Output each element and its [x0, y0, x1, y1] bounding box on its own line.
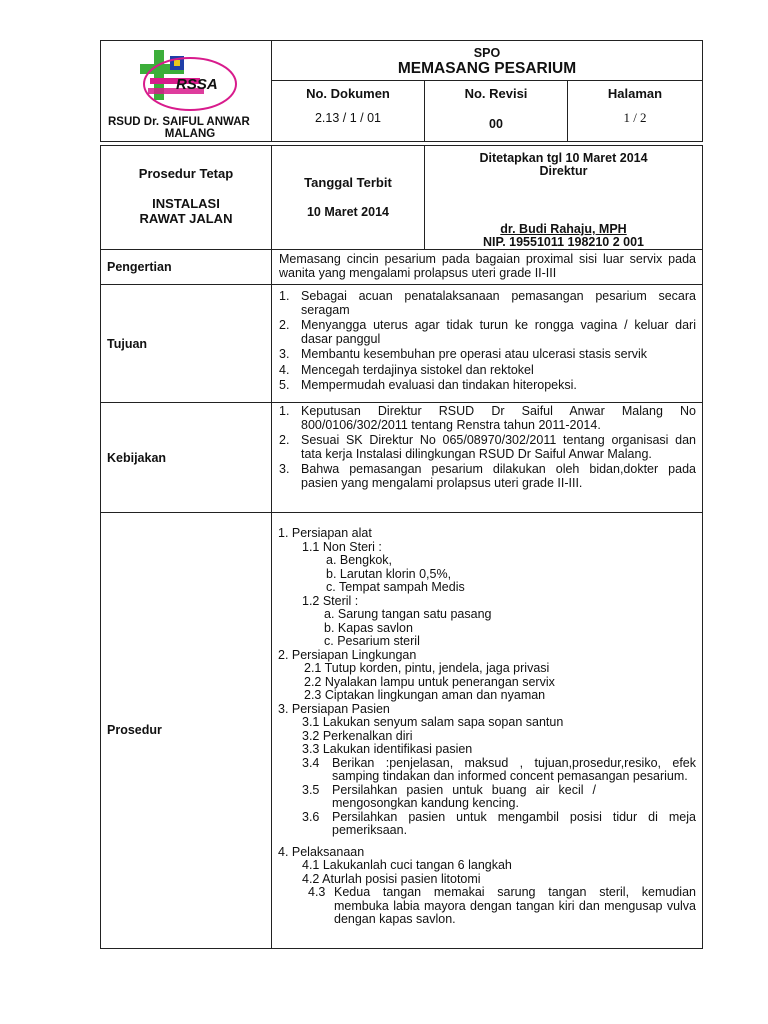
signer-nip: NIP. 19551011 198210 2 001: [482, 235, 645, 249]
list-item: 1. Sebagai acuan penatalaksanaan pemasangan pesarium secara seragam: [279, 289, 696, 317]
kebijakan-label: Kebijakan: [107, 451, 167, 465]
list-item: 2. Menyangga uterus agar tidak turun ke rongga vagina / keluar dari dasar panggul: [279, 318, 696, 346]
step-heading: 2. Persiapan Lingkungan: [278, 647, 417, 662]
tanggal-terbit-label: Tanggal Terbit: [304, 175, 392, 190]
list-item: 4. Mencegah terdajinya sistokel dan rektokel: [279, 362, 534, 377]
step-heading: 1. Persiapan alat: [278, 526, 372, 540]
step-item: c. Pesarium steril: [324, 634, 420, 648]
pengertian-label: Pengertian: [107, 260, 172, 274]
value-halaman: 1 / 2: [623, 110, 647, 125]
list-item: 2. Sesuai SK Direktur No 065/08970/302/2011 tentang organisasi dan tata kerja Instalasi dilingkungan RSUD Dr Saiful Anwar Malang.: [279, 433, 696, 461]
label-no-revisi: No. Revisi: [464, 86, 528, 101]
step-item: 4.1 Lakukanlah cuci tangan 6 langkah: [302, 858, 512, 872]
prosedur-content: [278, 527, 696, 927]
step-item: 3.1 Lakukan senyum salam sapa sopan santun: [302, 715, 564, 729]
step-item: 3.5 Persilahkan pasien untuk buang air kecil / mengosongkan kandung kencing.: [302, 782, 596, 810]
prosedur-label: Prosedur: [107, 723, 162, 737]
step-item: 2.3 Ciptakan lingkungan aman dan nyaman: [304, 688, 546, 702]
step-heading: 4. Pelaksanaan: [278, 844, 365, 859]
list-item: 3. Bahwa pemasangan pesarium dilakukan oleh bidan,dokter pada pasien yang mengalami prolapsus uteri grade II-III.: [279, 462, 696, 490]
step-item: 1.2 Steril :: [302, 593, 359, 608]
value-no-dokumen: 2.13 / 1 / 01: [314, 111, 382, 125]
doc-type: SPO: [473, 46, 501, 60]
step-item: 4.2 Aturlah posisi pasien litotomi: [302, 871, 481, 886]
tanggal-terbit-value: 10 Maret 2014: [306, 205, 389, 219]
step-item: c. Tempat sampah Medis: [326, 580, 465, 594]
logo-text: RSSA: [176, 76, 218, 93]
instalasi-line2: RAWAT JALAN: [139, 211, 233, 226]
step-item: a. Bengkok,: [326, 553, 393, 567]
tujuan-label: Tujuan: [107, 337, 148, 351]
list-item: 5. Mempermudah evaluasi dan tindakan hiteropeksi.: [279, 378, 577, 392]
step-item: 1.1 Non Steri :: [302, 539, 382, 554]
list-item: 3. Membantu kesembuhan pre operasi atau ulcerasi stasis servik: [279, 347, 648, 361]
list-item: 1. Keputusan Direktur RSUD Dr Saiful Anwar Malang No 800/0106/302/2011 tentang Renstra tahun 2011-2014.: [279, 404, 696, 432]
instalasi-line1: INSTALASI: [152, 196, 220, 211]
hospital-city: MALANG: [164, 128, 216, 140]
ditetapkan-text: Ditetapkan tgl 10 Maret 2014: [479, 151, 648, 165]
prosedur-tetap-label: Prosedur Tetap: [138, 166, 234, 181]
step-item: 4.3 Kedua tangan memakai sarung tangan steril, kemudian membuka labia mayora dengan tangan kiri dan mengusap vulva dengan kapas savlon.: [308, 885, 696, 926]
value-no-revisi: 00: [489, 117, 503, 131]
hospital-logo: [140, 48, 260, 116]
kebijakan-list: [279, 405, 696, 492]
step-item: b. Kapas savlon: [324, 620, 413, 635]
label-no-dokumen: No. Dokumen: [306, 86, 390, 101]
step-item: 3.6 Persilahkan pasien untuk mengambil posisi tidur di meja pemeriksaan.: [302, 809, 696, 837]
hospital-name: RSUD Dr. SAIFUL ANWAR: [108, 116, 250, 128]
step-item: b. Larutan klorin 0,5%,: [326, 566, 452, 581]
step-item: 2.1 Tutup korden, pintu, jendela, jaga privasi: [304, 661, 550, 675]
signer-name: dr. Budi Rahaju, MPH: [500, 222, 627, 236]
step-item: 3.4 Berikan :penjelasan, maksud , tujuan,prosedur,resiko, efek samping tindakan dan informed concent pemasangan pesarium.: [302, 755, 696, 783]
step-item: 3.3 Lakukan identifikasi pasien: [302, 742, 473, 756]
doc-title: MEMASANG PESARIUM: [397, 60, 577, 77]
tujuan-list: [279, 290, 696, 395]
direktur-text: Direktur: [539, 164, 588, 178]
step-heading: 3. Persiapan Pasien: [278, 701, 390, 716]
pengertian-text: Memasang cincin pesarium pada bagaian proximal sisi luar servix pada wanita yang mengalami prolapsus uteri grade II-III: [279, 252, 696, 280]
label-halaman: Halaman: [607, 86, 663, 101]
step-item: 3.2 Perkenalkan diri: [302, 728, 413, 743]
step-item: a. Sarung tangan satu pasang: [324, 607, 492, 621]
step-item: 2.2 Nyalakan lampu untuk penerangan servix: [304, 674, 555, 689]
